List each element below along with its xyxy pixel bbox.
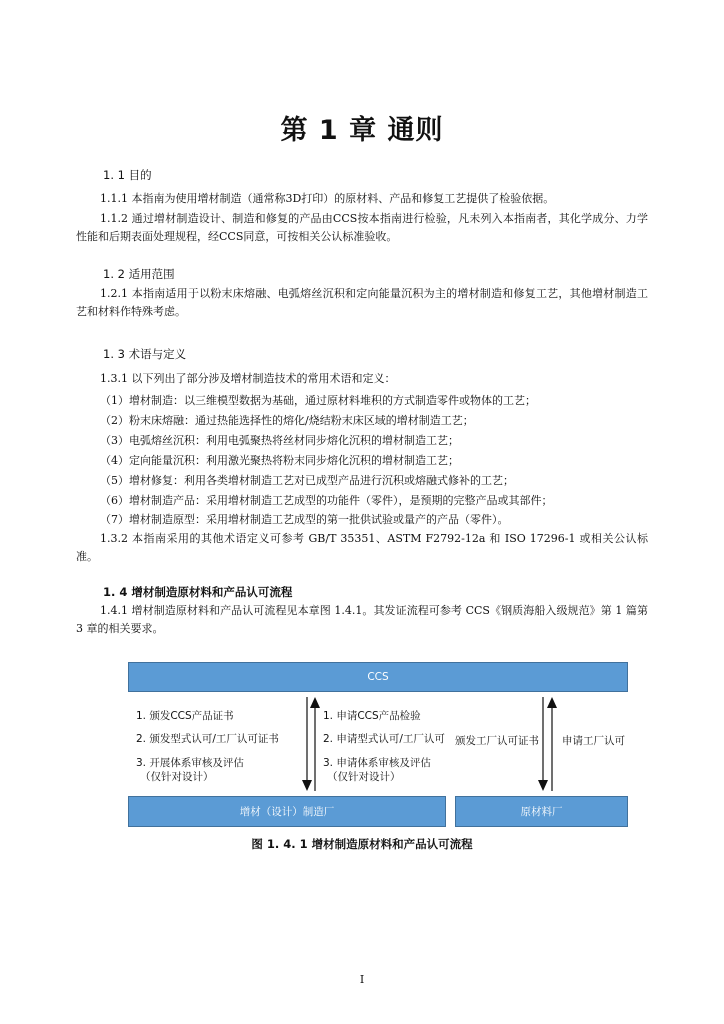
- apply-item: 2. 申请型式认可/工厂认可: [323, 733, 445, 745]
- issue-note: （仅针对设计）: [140, 771, 214, 783]
- page-number: I: [359, 973, 365, 986]
- up-arrow-icon: [545, 696, 559, 792]
- term-item: （1）增材制造：以三维模型数据为基础，通过原材料堆积的方式制造零件或物体的工艺；: [100, 394, 536, 407]
- issue-item: 2. 颁发型式认可/工厂认可证书: [136, 733, 279, 745]
- para-1-2-1: 1.2.1 本指南适用于以粉末床熔融、电弧熔丝沉积和定向能量沉积为主的增材制造和修复工艺，其他增材制造工艺和材料作特殊考虑。: [76, 287, 648, 318]
- figure-caption: 图 1. 4. 1 增材制造原材料和产品认可流程: [251, 837, 473, 851]
- term-item: （3）电弧熔丝沉积：利用电弧聚热将丝材同步熔化沉积的增材制造工艺；: [100, 434, 459, 447]
- section-1-3-heading: 1. 3 术语与定义: [103, 347, 187, 361]
- section-1-1-heading: 1. 1 目的: [103, 168, 152, 182]
- para-1-1-1: 1.1.1 本指南为使用增材制造（通常称3D打印）的原材料、产品和修复工艺提供了检验依据。: [100, 192, 555, 205]
- manufacturer-box: 增材（设计）制造厂: [128, 796, 446, 827]
- term-item: （4）定向能量沉积：利用激光聚热将粉末同步熔化沉积的增材制造工艺；: [100, 454, 459, 467]
- para-1-3-2: 1.3.2 本指南采用的其他术语定义可参考 GB/T 35351、ASTM F2792-12a 和 ISO 17296-1 或相关公认标准。: [76, 532, 648, 563]
- term-item: （7）增材制造原型：采用增材制造工艺成型的第一批供试验或量产的产品（零件）。: [100, 513, 509, 526]
- ccs-box: CCS: [128, 662, 628, 692]
- raw-material-factory-box: 原材料厂: [455, 796, 628, 827]
- chapter-title: 第 1 章 通则: [280, 115, 444, 146]
- issue-factory-label: 颁发工厂认可证书: [455, 735, 539, 747]
- para-1-3-1: 1.3.1 以下列出了部分涉及增材制造技术的常用术语和定义：: [100, 372, 396, 385]
- apply-factory-label: 申请工厂认可: [562, 735, 625, 747]
- issue-item: 3. 开展体系审核及评估: [136, 757, 244, 769]
- up-arrow-icon: [308, 696, 322, 792]
- para-1-1-2: 1.1.2 通过增材制造设计、制造和修复的产品由CCS按本指南进行检验，凡未列入本指南者，其化学成分、力学性能和后期表面处理规程，经CCS同意，可按相关公认标准验收。: [76, 212, 648, 243]
- section-1-2-heading: 1. 2 适用范围: [103, 267, 175, 281]
- term-item: （2）粉末床熔融：通过热能选择性的熔化/烧结粉末床区域的增材制造工艺；: [100, 414, 474, 427]
- section-1-4-heading: 1. 4 增材制造原材料和产品认可流程: [103, 585, 293, 599]
- issue-item: 1. 颁发CCS产品证书: [136, 710, 234, 722]
- term-item: （6）增材制造产品：采用增材制造工艺成型的功能件（零件），是预期的完整产品或其部件；: [100, 494, 553, 507]
- apply-item: 3. 申请体系审核及评估: [323, 757, 431, 769]
- apply-item: 1. 申请CCS产品检验: [323, 710, 421, 722]
- apply-note: （仅针对设计）: [327, 771, 401, 783]
- term-item: （5）增材修复：利用各类增材制造工艺对已成型产品进行沉积或熔融式修补的工艺；: [100, 474, 514, 487]
- para-1-4-1: 1.4.1 增材制造原材料和产品认可流程见本章图 1.4.1。其发证流程可参考 CCS《钢质海船入级规范》第 1 篇第 3 章的相关要求。: [76, 604, 648, 635]
